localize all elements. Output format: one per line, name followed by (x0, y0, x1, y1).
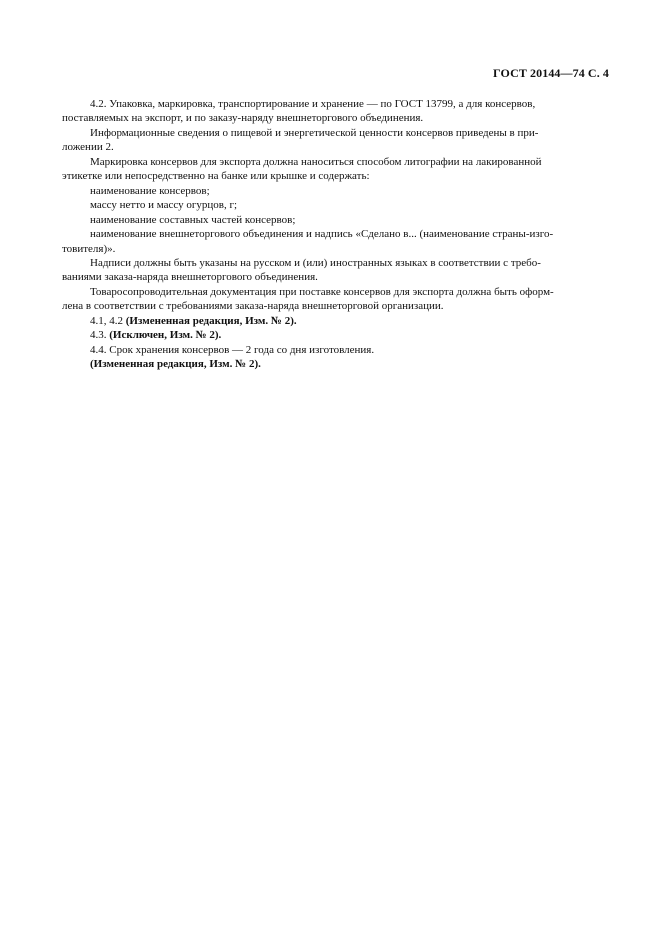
paragraph-4-2-line-2: поставляемых на экспорт, и по заказу-наряду внешнеторгового объединения. (62, 112, 424, 125)
paragraph-4-2 (62, 97, 599, 126)
paragraph-inscriptions (62, 256, 599, 285)
amendment-text: (Исключен, Изм. № 2). (109, 329, 222, 342)
document-body (62, 97, 599, 372)
paragraph-marking-line-1: Маркировка консервов для экспорта должна наноситься способом литографии на лакированной (90, 155, 542, 168)
amendment-note: (Измененная редакция, Изм. № 2). (90, 358, 261, 371)
paragraph-4-2-line-1: 4.2. Упаковка, маркировка, транспортирование и хранение — по ГОСТ 13799, а для консервов, (90, 98, 536, 110)
paragraph-info (62, 126, 599, 155)
amendment-note (62, 328, 599, 342)
paragraph-info-line-1: Информационные сведения о пищевой и энергетической ценности консервов приведены в при- (90, 126, 539, 139)
paragraph-inscriptions-line-1: Надписи должны быть указаны на русском и (или) иностранных языках в соответствии с требо- (90, 256, 541, 269)
amendment-note (62, 314, 599, 328)
paragraph-docs-line-1: Товаросопроводительная документация при поставке консервов для экспорта должна быть оформ- (90, 285, 554, 298)
paragraph-name-line-2: товителя)». (62, 242, 116, 255)
paragraph-name (62, 227, 599, 256)
paragraph-docs-line-2: лена в соответствии с требованиями заказа-наряда внешнеторговой организации. (62, 300, 444, 313)
list-item: наименование составных частей консервов; (90, 213, 296, 226)
paragraph-4-4: 4.4. Срок хранения консервов — 2 года со дня изготовления. (90, 343, 375, 356)
amendment-prefix: 4.3. (90, 329, 110, 342)
paragraph-info-line-2: ложении 2. (62, 141, 114, 154)
page-header: ГОСТ 20144—74 С. 4 (493, 66, 609, 80)
paragraph-inscriptions-line-2: ваниями заказа-наряда внешнеторгового объединения. (62, 271, 318, 284)
paragraph-name-line-1: наименование внешнеторгового объединения и надпись «Сделано в... (наименование страны-изго- (90, 228, 554, 241)
list-item: наименование консервов; (90, 184, 210, 197)
paragraph-docs (62, 285, 599, 314)
amendment-text: (Измененная редакция, Изм. № 2). (125, 314, 297, 327)
paragraph-marking (62, 155, 599, 184)
paragraph-marking-line-2: этикетке или непосредственно на банке или крышке и содержать: (62, 170, 370, 183)
list-item: массу нетто и массу огурцов, г; (90, 199, 238, 212)
amendment-prefix: 4.1, 4.2 (90, 314, 126, 327)
